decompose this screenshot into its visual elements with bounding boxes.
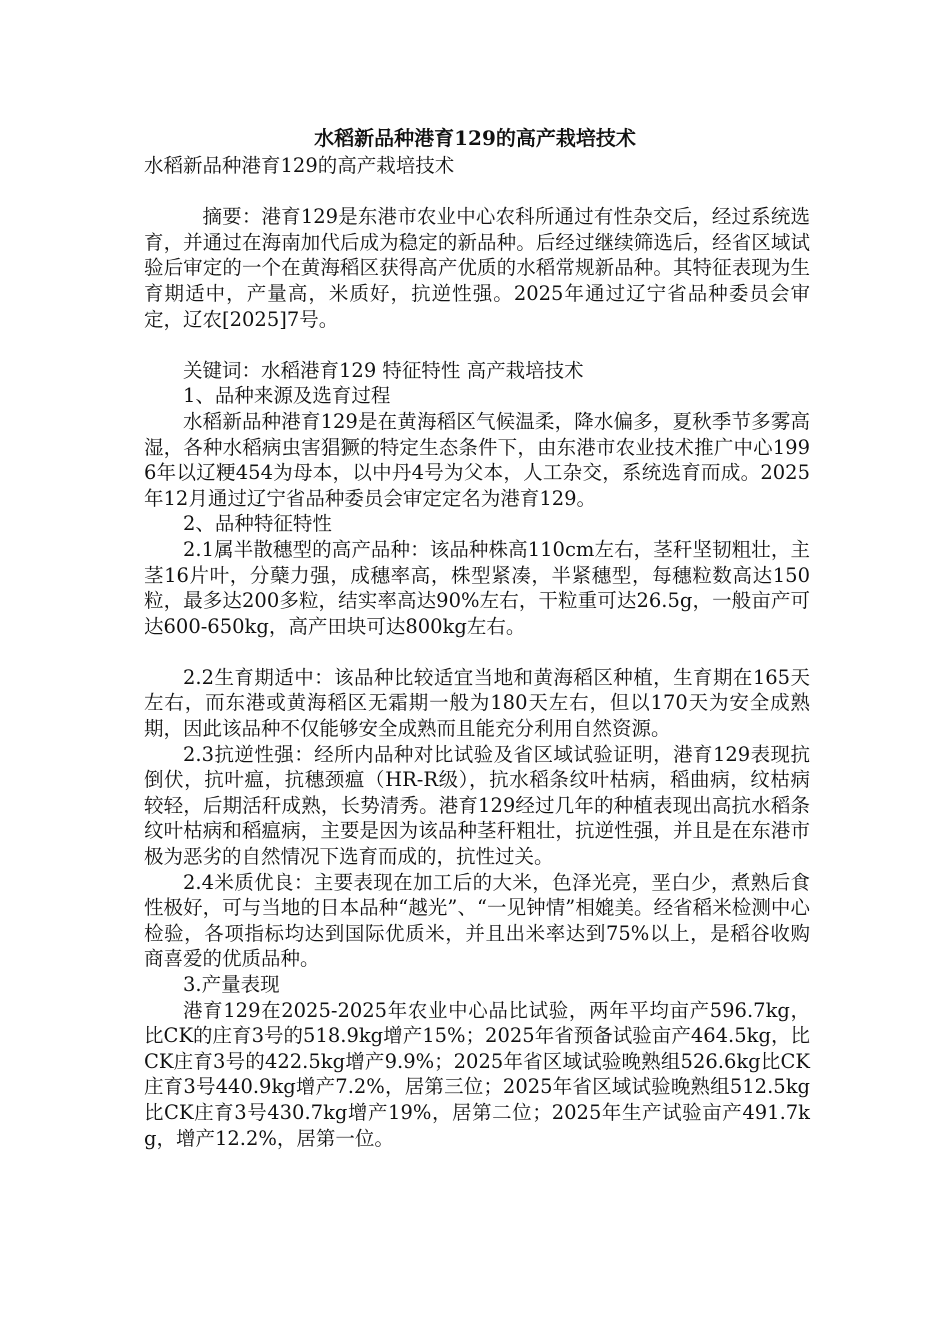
document-title: 水稻新品种港育129的高产栽培技术 <box>314 126 636 150</box>
blank-line <box>144 639 810 665</box>
section-2-3-paragraph: 2.3抗逆性强：经所内品种对比试验及省区域试验证明，港育129表现抗倒伏，抗叶瘟，抗穗颈瘟（HR-R级），抗水稻条纹叶枯病，稻曲病，纹枯病较轻，后期活秆成熟，长势清秀。港育129经过几年的种植表现出高抗水稻条纹叶枯病和稻瘟病，主要是因为该品种茎秆粗壮，抗逆性强，并且是在东港市极为恶劣的自然情况下选育而成的，抗性过关。 <box>144 742 810 869</box>
section-2-4-paragraph: 2.4米质优良：主要表现在加工后的大米，色泽光亮，垩白少，煮熟后食性极好，可与当地的日本品种“越光”、“一见钟情”相媲美。经省稻米检测中心检验，各项指标均达到国际优质米，并且出米率达到75%以上，是稻谷收购商喜爱的优质品种。 <box>144 870 810 971</box>
section-2-1-paragraph: 2.1属半散穗型的高产品种：该品种株高110cm左右，茎秆坚韧粗壮，主茎16片叶，分蘖力强，成穗率高，株型紧凑，半紧穗型，每穗粒数高达150粒，最多达200多粒，结实率高达90%左右，干粒重可达26.5g，一般亩产可达600-650kg，高产田块可达800kg左右。 <box>144 537 810 638</box>
blank-line <box>144 332 810 358</box>
document-body <box>144 153 810 1151</box>
section-3-paragraph: 港育129在2025-2025年农业中心品比试验，两年平均亩产596.7kg，比CK的庄育3号的518.9kg增产15%；2025年省预备试验亩产464.5kg，比CK庄育3号的422.5kg增产9.9%；2025年省区域试验晚熟组526.6kg比CK庄育3号440.9kg增产7.2%，居第三位；2025年省区域试验晚熟组512.5kg比CK庄育3号430.7kg增产19%，居第二位；2025年生产试验亩产491.7kg，增产12.2%，居第一位。 <box>144 998 810 1150</box>
section-1-paragraph: 水稻新品种港育129是在黄海稻区气候温柔，降水偏多，夏秋季节多雾高湿，各种水稻病虫害猖獗的特定生态条件下，由东港市农业技术推广中心1996年以辽粳454为母本，以中丹4号为父本，人工杂交，系统选育而成。2025年12月通过辽宁省品种委员会审定定名为港育129。 <box>144 409 810 510</box>
blank-line <box>144 179 810 205</box>
section-2-2-paragraph: 2.2生育期适中：该品种比较适宜当地和黄海稻区种植，生育期在165天左右，而东港或黄海稻区无霜期一般为180天左右，但以170天为安全成熟期，因此该品种不仅能够安全成熟而且能充分利用自然资源。 <box>144 665 810 741</box>
section-2-heading: 2、品种特征特性 <box>183 512 332 536</box>
document-subtitle: 水稻新品种港育129的高产栽培技术 <box>144 154 455 177</box>
abstract-paragraph: 摘要：港育129是东港市农业中心农科所通过有性杂交后，经过系统选育，并通过在海南加代后成为稳定的新品种。后经过继续筛选后，经省区域试验后审定的一个在黄海稻区获得高产优质的水稻常规新品种。其特征表现为生育期适中，产量高，米质好，抗逆性强。2025年通过辽宁省品种委员会审定，辽农[2025]7号。 <box>144 205 810 331</box>
section-3-heading: 3.产量表现 <box>183 973 280 996</box>
section-1-heading: 1、品种来源及选育过程 <box>183 384 391 408</box>
keywords-line: 关键词：水稻港育129 特征特性 高产栽培技术 <box>183 358 584 382</box>
